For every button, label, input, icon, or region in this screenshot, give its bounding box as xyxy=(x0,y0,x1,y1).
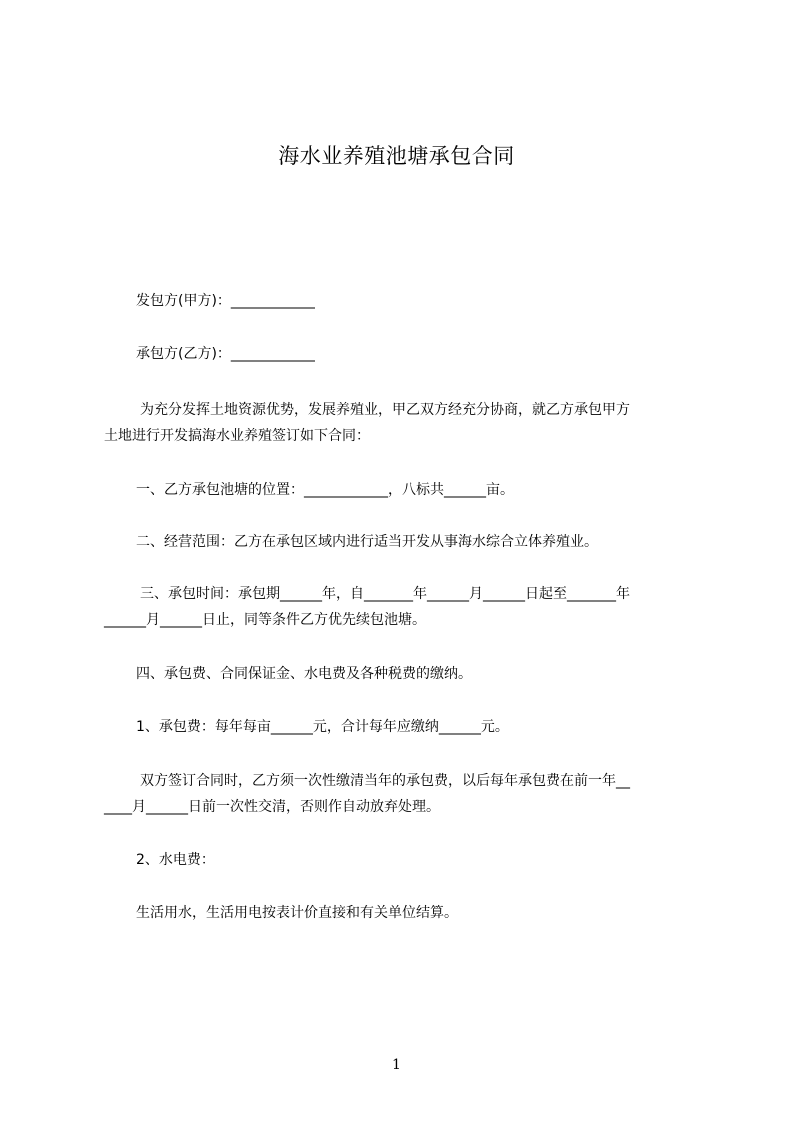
clause-4-2-utilities: 2、水电费： xyxy=(136,852,215,868)
clause-4-fees: 四、承包费、合同保证金、水电费及各种税费的缴纳。 xyxy=(136,666,472,682)
payment-line-2: ____月______日前一次性交清，否则作自动放弃处理。 xyxy=(104,799,440,815)
page-number: 1 xyxy=(392,1057,401,1073)
clause-3-term-line-2: ______月______日止，同等条件乙方优先续包池塘。 xyxy=(104,612,426,628)
party-b-line: 承包方(乙方)：____________ xyxy=(136,346,315,362)
clause-2-scope: 二、经营范围：乙方在承包区域内进行适当开发从事海水综合立体养殖业。 xyxy=(136,534,598,550)
clause-4-1-contract-fee: 1、承包费：每年每亩______元，合计每年应缴纳______元。 xyxy=(136,719,509,735)
clause-3-term-line-1: 三、承包时间：承包期______年，自_______年______月______日起至_______年 xyxy=(140,586,630,602)
preamble-line-1: 为充分发挥土地资源优势，发展养殖业，甲乙双方经充分协商，就乙方承包甲方 xyxy=(140,402,630,418)
document-title: 海水业养殖池塘承包合同 xyxy=(278,144,515,168)
preamble-line-2: 土地进行开发搞海水业养殖签订如下合同： xyxy=(104,428,370,444)
utilities-detail: 生活用水，生活用电按表计价直接和有关单位结算。 xyxy=(136,905,458,921)
party-a-line: 发包方(甲方)：____________ xyxy=(136,293,315,309)
payment-line-1: 双方签订合同时，乙方须一次性缴清当年的承包费，以后每年承包费在前一年__ xyxy=(140,773,630,789)
clause-1-location: 一、乙方承包池塘的位置：____________，八标共______亩。 xyxy=(136,482,514,498)
